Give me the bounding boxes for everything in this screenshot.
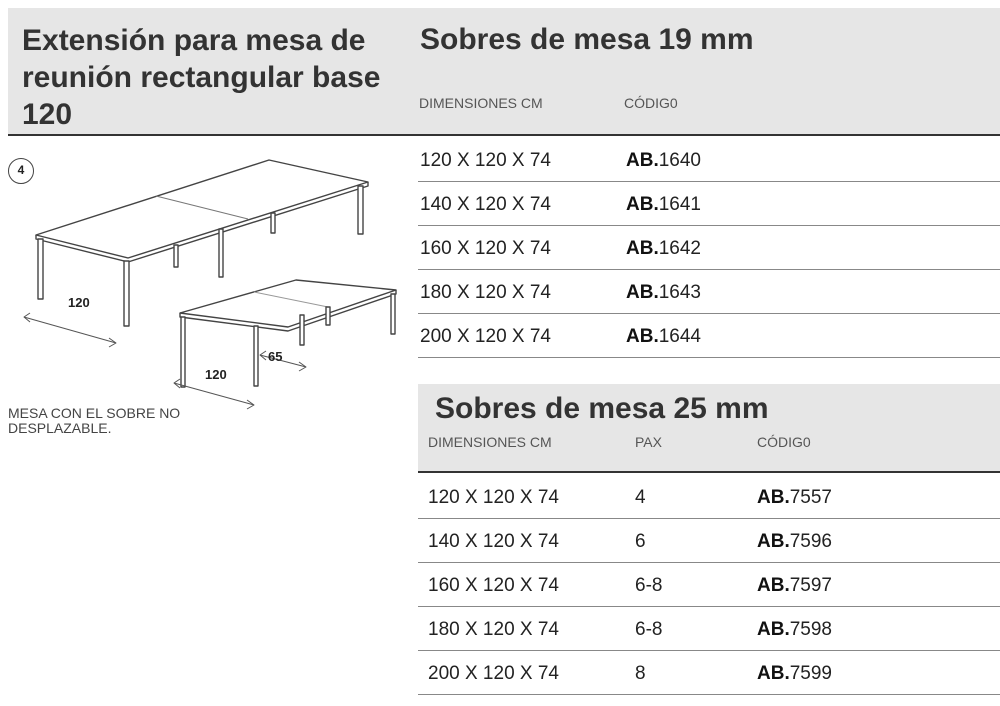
table-extension-drawing <box>16 155 406 415</box>
figure-number-badge: 4 <box>8 158 34 184</box>
product-title-header <box>8 8 408 136</box>
main-table-top <box>36 160 368 258</box>
table-row <box>418 519 1000 563</box>
code-number: 1640 <box>658 150 702 171</box>
product-title: Extensión para mesa de reunión rectangular base 120 <box>22 24 381 131</box>
code-cell <box>626 238 701 260</box>
extension-table-top <box>180 280 396 327</box>
table-leg <box>326 307 330 325</box>
pax-cell: 6 <box>635 531 646 552</box>
dimension-cell: 160 X 120 X 74 <box>428 575 559 596</box>
code-prefix: AB. <box>626 326 659 347</box>
table-19mm-col-dimensions: DIMENSIONES CM <box>419 95 543 111</box>
table-row <box>418 563 1000 607</box>
drawing-caption: MESA CON EL SOBRE NO DESPLAZABLE. <box>8 405 181 436</box>
table-row <box>418 182 1000 226</box>
pax-cell: 6-8 <box>635 575 663 596</box>
dimension-cell: 200 X 120 X 74 <box>428 663 559 684</box>
table-25mm-title: Sobres de mesa 25 mm <box>435 392 769 425</box>
table-25mm-col-pax: PAX <box>635 434 662 450</box>
table-row <box>418 138 1000 182</box>
code-cell <box>757 531 832 553</box>
code-cell <box>626 194 701 216</box>
code-cell <box>626 326 701 348</box>
dimension-arrow <box>174 379 254 409</box>
table-leg <box>181 317 185 387</box>
dimension-cell: 140 X 120 X 74 <box>428 531 559 552</box>
code-prefix: AB. <box>757 531 790 552</box>
table-leg <box>358 186 363 234</box>
code-number: 7598 <box>789 619 833 640</box>
table-leg <box>271 213 275 233</box>
table-19mm-header <box>408 8 1000 136</box>
extension-depth-label: 65 <box>268 349 283 364</box>
code-prefix: AB. <box>757 487 790 508</box>
code-number: 7597 <box>789 575 833 596</box>
code-number: 7599 <box>789 663 833 684</box>
code-number: 1641 <box>658 194 702 215</box>
extension-width-label: 120 <box>205 367 227 382</box>
code-prefix: AB. <box>626 194 659 215</box>
table-row <box>418 270 1000 314</box>
pax-cell: 6-8 <box>635 619 663 640</box>
dimension-arrow <box>260 351 306 371</box>
dimension-cell: 120 X 120 X 74 <box>420 150 551 171</box>
code-cell <box>757 575 832 597</box>
code-cell <box>757 619 832 641</box>
table-leg <box>219 229 223 277</box>
code-number: 1642 <box>658 238 702 259</box>
table-leg <box>174 245 178 267</box>
table-leg <box>391 294 395 334</box>
table-leg <box>300 315 304 345</box>
table-leg <box>38 239 43 299</box>
dimension-cell: 160 X 120 X 74 <box>420 238 551 259</box>
code-number: 1643 <box>658 282 702 303</box>
code-prefix: AB. <box>757 663 790 684</box>
dimension-cell: 140 X 120 X 74 <box>420 194 551 215</box>
code-number: 1644 <box>658 326 702 347</box>
table-25mm-col-dimensions: DIMENSIONES CM <box>428 434 552 450</box>
dimension-arrow <box>24 313 116 347</box>
code-prefix: AB. <box>757 575 790 596</box>
table-leg <box>254 326 258 386</box>
code-prefix: AB. <box>626 150 659 171</box>
table-19mm-title: Sobres de mesa 19 mm <box>420 23 754 56</box>
code-number: 7596 <box>789 531 833 552</box>
table-row <box>418 651 1000 695</box>
pax-cell: 8 <box>635 663 646 684</box>
code-cell <box>626 150 701 172</box>
table-row <box>418 607 1000 651</box>
dimension-cell: 180 X 120 X 74 <box>428 619 559 640</box>
code-prefix: AB. <box>626 238 659 259</box>
table-25mm-header <box>418 384 1000 473</box>
table-leg <box>124 261 129 326</box>
dimension-cell: 200 X 120 X 74 <box>420 326 551 347</box>
table-19mm-col-code: CÓDIG0 <box>624 95 678 111</box>
code-number: 7557 <box>789 487 833 508</box>
dimension-cell: 180 X 120 X 74 <box>420 282 551 303</box>
table-row <box>418 314 1000 358</box>
dimension-cell: 120 X 120 X 74 <box>428 487 559 508</box>
table-row <box>418 475 1000 519</box>
table-row <box>418 226 1000 270</box>
code-prefix: AB. <box>626 282 659 303</box>
pax-cell: 4 <box>635 487 646 508</box>
code-cell <box>626 282 701 304</box>
code-cell <box>757 663 832 685</box>
code-prefix: AB. <box>757 619 790 640</box>
main-width-label: 120 <box>68 295 90 310</box>
table-25mm-col-code: CÓDIG0 <box>757 434 811 450</box>
code-cell <box>757 487 832 509</box>
